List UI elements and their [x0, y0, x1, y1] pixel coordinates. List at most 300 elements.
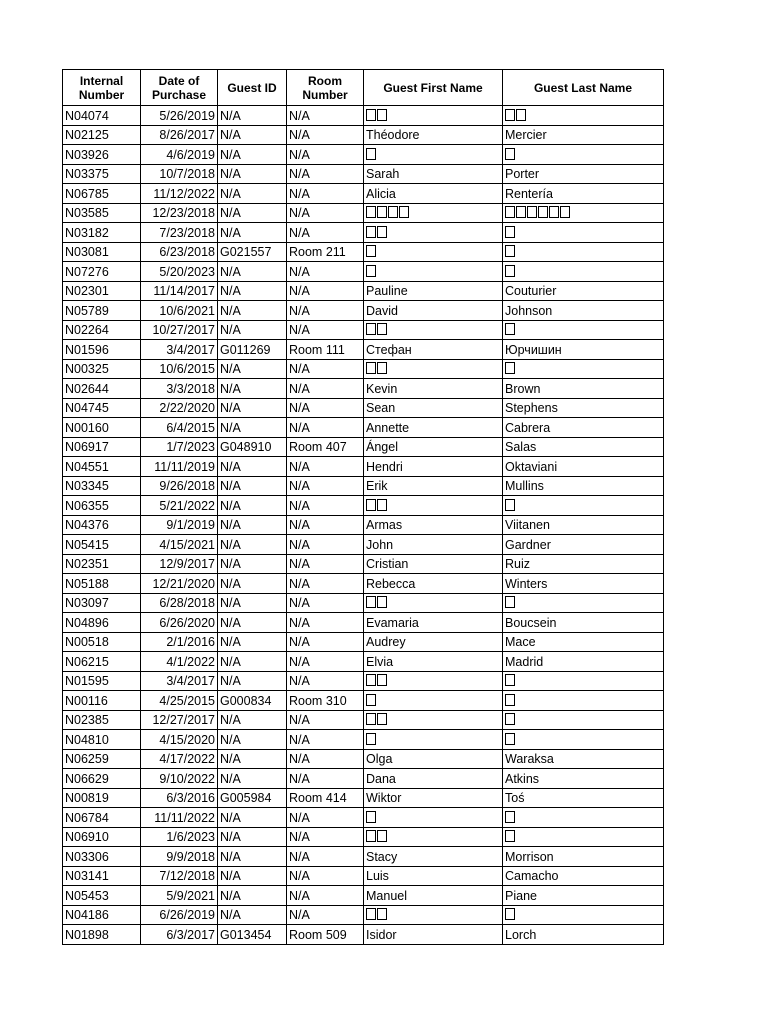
guest-first-name-cell[interactable]: [364, 262, 503, 282]
table-row: [63, 106, 664, 126]
guest-last-name-cell[interactable]: Winters: [503, 574, 664, 594]
room-number-cell[interactable]: N/A: [287, 301, 364, 321]
room-number-cell[interactable]: N/A: [287, 418, 364, 438]
guest-first-name-cell[interactable]: Cristian: [364, 554, 503, 574]
guest-id-cell[interactable]: N/A: [218, 145, 287, 165]
guest-id-cell[interactable]: N/A: [218, 457, 287, 477]
date-of-purchase-cell[interactable]: 5/9/2021: [141, 886, 218, 906]
guest-first-name-cell[interactable]: Luis: [364, 866, 503, 886]
guest-id-cell[interactable]: N/A: [218, 613, 287, 633]
internal-number-cell[interactable]: N04745: [63, 398, 141, 418]
table-row: [63, 671, 664, 691]
guest-last-name-cell[interactable]: Cabrera: [503, 418, 664, 438]
guest-last-name-cell[interactable]: Piane: [503, 886, 664, 906]
table-row: [63, 554, 664, 574]
guest-first-name-cell[interactable]: [364, 359, 503, 379]
guest-id-cell[interactable]: N/A: [218, 710, 287, 730]
date-of-purchase-cell[interactable]: 6/26/2020: [141, 613, 218, 633]
missing-glyph-box: [505, 362, 515, 374]
guest-last-name-cell[interactable]: Salas: [503, 437, 664, 457]
room-number-cell[interactable]: Room 111: [287, 340, 364, 360]
guest-id-cell[interactable]: G005984: [218, 788, 287, 808]
guest-id-cell[interactable]: N/A: [218, 301, 287, 321]
date-of-purchase-cell[interactable]: 12/21/2020: [141, 574, 218, 594]
guest-last-name-cell[interactable]: Boucsein: [503, 613, 664, 633]
room-number-cell[interactable]: N/A: [287, 320, 364, 340]
missing-glyph-box: [505, 596, 515, 608]
guest-id-cell[interactable]: N/A: [218, 554, 287, 574]
guest-first-name-cell[interactable]: Wiktor: [364, 788, 503, 808]
internal-number-cell[interactable]: N01596: [63, 340, 141, 360]
guest-last-name-cell[interactable]: Юрчишин: [503, 340, 664, 360]
room-number-cell[interactable]: N/A: [287, 886, 364, 906]
missing-glyph-box: [505, 830, 515, 842]
guest-id-cell[interactable]: N/A: [218, 652, 287, 672]
date-of-purchase-cell[interactable]: 7/12/2018: [141, 866, 218, 886]
internal-number-cell[interactable]: N02644: [63, 379, 141, 399]
guest-last-name-cell[interactable]: Waraksa: [503, 749, 664, 769]
guest-first-name-cell[interactable]: [364, 671, 503, 691]
table-row: [63, 710, 664, 730]
guest-first-name-cell[interactable]: Manuel: [364, 886, 503, 906]
internal-number-cell[interactable]: N06917: [63, 437, 141, 457]
internal-number-cell[interactable]: N02264: [63, 320, 141, 340]
date-of-purchase-cell[interactable]: 5/21/2022: [141, 496, 218, 516]
guest-id-cell[interactable]: G013454: [218, 925, 287, 945]
room-number-cell[interactable]: N/A: [287, 203, 364, 223]
internal-number-cell[interactable]: N03345: [63, 476, 141, 496]
guest-id-cell[interactable]: N/A: [218, 574, 287, 594]
date-of-purchase-cell[interactable]: 2/22/2020: [141, 398, 218, 418]
guest-last-name-cell[interactable]: [503, 496, 664, 516]
guest-last-name-cell[interactable]: Lorch: [503, 925, 664, 945]
guest-first-name-cell[interactable]: [364, 203, 503, 223]
guest-id-cell[interactable]: N/A: [218, 379, 287, 399]
internal-number-cell[interactable]: N04810: [63, 730, 141, 750]
date-of-purchase-cell[interactable]: 7/23/2018: [141, 223, 218, 243]
room-number-cell[interactable]: N/A: [287, 106, 364, 126]
guest-id-cell[interactable]: N/A: [218, 164, 287, 184]
guest-first-name-cell[interactable]: [364, 905, 503, 925]
internal-number-cell[interactable]: N05415: [63, 535, 141, 555]
guest-first-name-cell[interactable]: Annette: [364, 418, 503, 438]
missing-glyph-box: [377, 830, 387, 842]
internal-number-cell[interactable]: N00819: [63, 788, 141, 808]
date-of-purchase-cell[interactable]: 1/7/2023: [141, 437, 218, 457]
table-row: [63, 905, 664, 925]
guest-id-cell[interactable]: N/A: [218, 184, 287, 204]
missing-glyph-box: [505, 206, 515, 218]
guest-first-name-cell[interactable]: [364, 223, 503, 243]
guest-first-name-cell[interactable]: Kevin: [364, 379, 503, 399]
missing-glyph-box: [366, 694, 376, 706]
guest-first-name-cell[interactable]: Hendri: [364, 457, 503, 477]
room-number-cell[interactable]: N/A: [287, 496, 364, 516]
missing-glyph-box: [505, 733, 515, 745]
room-number-cell[interactable]: N/A: [287, 769, 364, 789]
guest-first-name-cell[interactable]: Elvia: [364, 652, 503, 672]
room-number-cell[interactable]: N/A: [287, 145, 364, 165]
guest-id-cell[interactable]: N/A: [218, 905, 287, 925]
missing-glyph-box: [377, 908, 387, 920]
date-of-purchase-cell[interactable]: 4/17/2022: [141, 749, 218, 769]
room-number-cell[interactable]: Room 211: [287, 242, 364, 262]
room-number-cell[interactable]: Room 509: [287, 925, 364, 945]
guest-last-name-cell[interactable]: [503, 262, 664, 282]
guest-id-cell[interactable]: N/A: [218, 515, 287, 535]
internal-number-cell[interactable]: N03097: [63, 593, 141, 613]
guest-last-name-cell[interactable]: [503, 359, 664, 379]
internal-number-cell[interactable]: N00160: [63, 418, 141, 438]
guest-last-name-cell[interactable]: Mercier: [503, 125, 664, 145]
guest-first-name-cell[interactable]: John: [364, 535, 503, 555]
room-number-cell[interactable]: N/A: [287, 379, 364, 399]
date-of-purchase-cell[interactable]: 6/3/2017: [141, 925, 218, 945]
internal-number-cell[interactable]: N00325: [63, 359, 141, 379]
internal-number-cell[interactable]: N00116: [63, 691, 141, 711]
guest-last-name-cell[interactable]: Toś: [503, 788, 664, 808]
internal-number-cell[interactable]: N00518: [63, 632, 141, 652]
guest-first-name-cell[interactable]: [364, 242, 503, 262]
date-of-purchase-cell[interactable]: 2/1/2016: [141, 632, 218, 652]
room-number-cell[interactable]: N/A: [287, 749, 364, 769]
table-row: [63, 437, 664, 457]
date-of-purchase-cell[interactable]: 11/11/2022: [141, 808, 218, 828]
guest-last-name-cell[interactable]: [503, 730, 664, 750]
date-of-purchase-cell[interactable]: 4/15/2021: [141, 535, 218, 555]
guest-id-cell[interactable]: N/A: [218, 281, 287, 301]
guest-last-name-cell[interactable]: Oktaviani: [503, 457, 664, 477]
room-number-cell[interactable]: N/A: [287, 808, 364, 828]
missing-glyph-box: [377, 109, 387, 121]
internal-number-cell[interactable]: N06784: [63, 808, 141, 828]
date-of-purchase-cell[interactable]: 6/28/2018: [141, 593, 218, 613]
missing-glyph-box: [505, 245, 515, 257]
guest-last-name-cell[interactable]: [503, 203, 664, 223]
guest-id-cell[interactable]: G048910: [218, 437, 287, 457]
date-of-purchase-cell[interactable]: 12/27/2017: [141, 710, 218, 730]
date-of-purchase-cell[interactable]: 12/9/2017: [141, 554, 218, 574]
internal-number-cell[interactable]: N02385: [63, 710, 141, 730]
internal-number-cell[interactable]: N04896: [63, 613, 141, 633]
table-row: [63, 652, 664, 672]
room-number-cell[interactable]: N/A: [287, 574, 364, 594]
guest-id-cell[interactable]: N/A: [218, 866, 287, 886]
internal-number-cell[interactable]: N03182: [63, 223, 141, 243]
guest-first-name-cell[interactable]: Ángel: [364, 437, 503, 457]
guest-id-cell[interactable]: N/A: [218, 808, 287, 828]
guest-last-name-cell[interactable]: Porter: [503, 164, 664, 184]
internal-number-cell[interactable]: N05188: [63, 574, 141, 594]
internal-number-cell[interactable]: N03375: [63, 164, 141, 184]
room-number-cell[interactable]: N/A: [287, 827, 364, 847]
room-number-cell[interactable]: N/A: [287, 730, 364, 750]
internal-number-cell[interactable]: N06259: [63, 749, 141, 769]
guest-first-name-cell[interactable]: [364, 691, 503, 711]
date-of-purchase-cell[interactable]: 4/15/2020: [141, 730, 218, 750]
guest-last-name-cell[interactable]: Mullins: [503, 476, 664, 496]
date-of-purchase-cell[interactable]: 3/4/2017: [141, 671, 218, 691]
date-of-purchase-cell[interactable]: 8/26/2017: [141, 125, 218, 145]
guest-first-name-cell[interactable]: Isidor: [364, 925, 503, 945]
date-of-purchase-cell[interactable]: 10/7/2018: [141, 164, 218, 184]
table-row: [63, 223, 664, 243]
guest-first-name-cell[interactable]: [364, 145, 503, 165]
internal-number-cell[interactable]: N07276: [63, 262, 141, 282]
guest-last-name-cell[interactable]: Rentería: [503, 184, 664, 204]
missing-glyph-box: [516, 206, 526, 218]
missing-glyph-box: [505, 226, 515, 238]
guest-id-cell[interactable]: N/A: [218, 418, 287, 438]
guest-first-name-cell[interactable]: Evamaria: [364, 613, 503, 633]
date-of-purchase-cell[interactable]: 6/3/2016: [141, 788, 218, 808]
table-row: [63, 788, 664, 808]
missing-glyph-box: [377, 323, 387, 335]
date-of-purchase-cell[interactable]: 10/27/2017: [141, 320, 218, 340]
guest-first-name-cell[interactable]: [364, 730, 503, 750]
guest-last-name-cell[interactable]: [503, 223, 664, 243]
guest-last-name-cell[interactable]: [503, 827, 664, 847]
room-number-cell[interactable]: N/A: [287, 613, 364, 633]
room-number-cell[interactable]: N/A: [287, 671, 364, 691]
date-of-purchase-cell[interactable]: 9/9/2018: [141, 847, 218, 867]
guest-first-name-cell[interactable]: Armas: [364, 515, 503, 535]
guest-id-cell[interactable]: N/A: [218, 223, 287, 243]
guest-last-name-cell[interactable]: Camacho: [503, 866, 664, 886]
guest-first-name-cell[interactable]: Alicia: [364, 184, 503, 204]
internal-number-cell[interactable]: N04376: [63, 515, 141, 535]
room-number-cell[interactable]: N/A: [287, 359, 364, 379]
table-row: [63, 359, 664, 379]
table-row: [63, 476, 664, 496]
guest-first-name-cell[interactable]: Audrey: [364, 632, 503, 652]
guest-first-name-cell[interactable]: Théodore: [364, 125, 503, 145]
internal-number-cell[interactable]: N03141: [63, 866, 141, 886]
guest-last-name-cell[interactable]: Stephens: [503, 398, 664, 418]
guest-last-name-cell[interactable]: [503, 710, 664, 730]
date-of-purchase-cell[interactable]: 1/6/2023: [141, 827, 218, 847]
guest-first-name-cell[interactable]: [364, 496, 503, 516]
internal-number-cell[interactable]: N02351: [63, 554, 141, 574]
date-of-purchase-cell[interactable]: 11/11/2019: [141, 457, 218, 477]
missing-glyph-box: [366, 206, 376, 218]
guest-first-name-cell[interactable]: Erik: [364, 476, 503, 496]
guest-id-cell[interactable]: N/A: [218, 262, 287, 282]
guest-last-name-cell[interactable]: [503, 242, 664, 262]
room-number-cell[interactable]: N/A: [287, 262, 364, 282]
guest-id-cell[interactable]: N/A: [218, 593, 287, 613]
guest-last-name-cell[interactable]: Couturier: [503, 281, 664, 301]
missing-glyph-box: [388, 206, 398, 218]
missing-glyph-box: [377, 226, 387, 238]
missing-glyph-box: [538, 206, 548, 218]
room-number-cell[interactable]: N/A: [287, 593, 364, 613]
guest-id-cell[interactable]: N/A: [218, 671, 287, 691]
internal-number-cell[interactable]: N02125: [63, 125, 141, 145]
internal-number-cell[interactable]: N06355: [63, 496, 141, 516]
guest-id-cell[interactable]: N/A: [218, 496, 287, 516]
room-number-cell[interactable]: N/A: [287, 710, 364, 730]
date-of-purchase-cell[interactable]: 3/3/2018: [141, 379, 218, 399]
table-row: [63, 281, 664, 301]
guest-last-name-cell[interactable]: Atkins: [503, 769, 664, 789]
guest-id-cell[interactable]: N/A: [218, 203, 287, 223]
guest-id-cell[interactable]: N/A: [218, 886, 287, 906]
guest-first-name-cell[interactable]: [364, 593, 503, 613]
internal-number-cell[interactable]: N05789: [63, 301, 141, 321]
room-number-cell[interactable]: N/A: [287, 476, 364, 496]
date-of-purchase-cell[interactable]: 6/26/2019: [141, 905, 218, 925]
room-number-cell[interactable]: N/A: [287, 457, 364, 477]
guest-first-name-cell[interactable]: Stacy: [364, 847, 503, 867]
internal-number-cell[interactable]: N01898: [63, 925, 141, 945]
guest-last-name-cell[interactable]: [503, 691, 664, 711]
internal-number-cell[interactable]: N02301: [63, 281, 141, 301]
guest-last-name-cell[interactable]: Viitanen: [503, 515, 664, 535]
guest-id-cell[interactable]: N/A: [218, 320, 287, 340]
guest-purchase-table: [62, 69, 664, 945]
column-header-room-number: Room Number: [287, 70, 364, 106]
date-of-purchase-cell[interactable]: 5/20/2023: [141, 262, 218, 282]
guest-last-name-cell[interactable]: [503, 671, 664, 691]
internal-number-cell[interactable]: N03081: [63, 242, 141, 262]
date-of-purchase-cell[interactable]: 10/6/2021: [141, 301, 218, 321]
room-number-cell[interactable]: N/A: [287, 184, 364, 204]
column-header-guest-id: Guest ID: [218, 70, 287, 106]
guest-last-name-cell[interactable]: Madrid: [503, 652, 664, 672]
internal-number-cell[interactable]: N01595: [63, 671, 141, 691]
guest-id-cell[interactable]: N/A: [218, 106, 287, 126]
room-number-cell[interactable]: N/A: [287, 535, 364, 555]
internal-number-cell[interactable]: N03306: [63, 847, 141, 867]
guest-first-name-cell[interactable]: [364, 808, 503, 828]
room-number-cell[interactable]: Room 407: [287, 437, 364, 457]
room-number-cell[interactable]: N/A: [287, 866, 364, 886]
guest-last-name-cell[interactable]: Gardner: [503, 535, 664, 555]
date-of-purchase-cell[interactable]: 3/4/2017: [141, 340, 218, 360]
guest-first-name-cell[interactable]: [364, 710, 503, 730]
room-number-cell[interactable]: N/A: [287, 164, 364, 184]
guest-id-cell[interactable]: N/A: [218, 827, 287, 847]
date-of-purchase-cell[interactable]: 12/23/2018: [141, 203, 218, 223]
guest-first-name-cell[interactable]: [364, 106, 503, 126]
guest-id-cell[interactable]: N/A: [218, 730, 287, 750]
room-number-cell[interactable]: N/A: [287, 554, 364, 574]
missing-glyph-box: [366, 109, 376, 121]
guest-last-name-cell[interactable]: [503, 593, 664, 613]
guest-id-cell[interactable]: N/A: [218, 476, 287, 496]
internal-number-cell[interactable]: N03585: [63, 203, 141, 223]
guest-id-cell[interactable]: G021557: [218, 242, 287, 262]
table-row: [63, 613, 664, 633]
header-row: [63, 70, 664, 106]
guest-id-cell[interactable]: N/A: [218, 749, 287, 769]
room-number-cell[interactable]: N/A: [287, 281, 364, 301]
guest-first-name-cell[interactable]: Стефан: [364, 340, 503, 360]
internal-number-cell[interactable]: N05453: [63, 886, 141, 906]
date-of-purchase-cell[interactable]: 11/14/2017: [141, 281, 218, 301]
table-row: [63, 379, 664, 399]
room-number-cell[interactable]: N/A: [287, 652, 364, 672]
guest-first-name-cell[interactable]: Dana: [364, 769, 503, 789]
room-number-cell[interactable]: Room 310: [287, 691, 364, 711]
date-of-purchase-cell[interactable]: 11/12/2022: [141, 184, 218, 204]
internal-number-cell[interactable]: N04186: [63, 905, 141, 925]
guest-id-cell[interactable]: N/A: [218, 359, 287, 379]
date-of-purchase-cell[interactable]: 4/25/2015: [141, 691, 218, 711]
date-of-purchase-cell[interactable]: 4/1/2022: [141, 652, 218, 672]
room-number-cell[interactable]: N/A: [287, 398, 364, 418]
room-number-cell[interactable]: N/A: [287, 905, 364, 925]
date-of-purchase-cell[interactable]: 6/23/2018: [141, 242, 218, 262]
guest-first-name-cell[interactable]: Pauline: [364, 281, 503, 301]
missing-glyph-box: [366, 323, 376, 335]
date-of-purchase-cell[interactable]: 9/26/2018: [141, 476, 218, 496]
guest-id-cell[interactable]: N/A: [218, 769, 287, 789]
table-row: [63, 145, 664, 165]
guest-id-cell[interactable]: G011269: [218, 340, 287, 360]
date-of-purchase-cell[interactable]: 4/6/2019: [141, 145, 218, 165]
guest-last-name-cell[interactable]: [503, 905, 664, 925]
guest-first-name-cell[interactable]: [364, 827, 503, 847]
internal-number-cell[interactable]: N06215: [63, 652, 141, 672]
room-number-cell[interactable]: N/A: [287, 223, 364, 243]
guest-first-name-cell[interactable]: Olga: [364, 749, 503, 769]
guest-last-name-cell[interactable]: Morrison: [503, 847, 664, 867]
missing-glyph-box: [366, 908, 376, 920]
guest-first-name-cell[interactable]: Rebecca: [364, 574, 503, 594]
guest-first-name-cell[interactable]: David: [364, 301, 503, 321]
guest-last-name-cell[interactable]: Ruiz: [503, 554, 664, 574]
guest-id-cell[interactable]: N/A: [218, 398, 287, 418]
missing-glyph-box: [505, 908, 515, 920]
guest-last-name-cell[interactable]: [503, 808, 664, 828]
missing-glyph-box: [377, 362, 387, 374]
guest-last-name-cell[interactable]: Mace: [503, 632, 664, 652]
guest-last-name-cell[interactable]: Brown: [503, 379, 664, 399]
guest-id-cell[interactable]: N/A: [218, 125, 287, 145]
table-row: [63, 574, 664, 594]
room-number-cell[interactable]: Room 414: [287, 788, 364, 808]
room-number-cell[interactable]: N/A: [287, 125, 364, 145]
guest-last-name-cell[interactable]: [503, 320, 664, 340]
internal-number-cell[interactable]: N06629: [63, 769, 141, 789]
date-of-purchase-cell[interactable]: 9/10/2022: [141, 769, 218, 789]
room-number-cell[interactable]: N/A: [287, 632, 364, 652]
guest-last-name-cell[interactable]: Johnson: [503, 301, 664, 321]
room-number-cell[interactable]: N/A: [287, 515, 364, 535]
guest-last-name-cell[interactable]: [503, 106, 664, 126]
internal-number-cell[interactable]: N03926: [63, 145, 141, 165]
guest-id-cell[interactable]: N/A: [218, 535, 287, 555]
internal-number-cell[interactable]: N06910: [63, 827, 141, 847]
date-of-purchase-cell[interactable]: 9/1/2019: [141, 515, 218, 535]
internal-number-cell[interactable]: N04074: [63, 106, 141, 126]
guest-first-name-cell[interactable]: [364, 320, 503, 340]
room-number-cell[interactable]: N/A: [287, 847, 364, 867]
date-of-purchase-cell[interactable]: 6/4/2015: [141, 418, 218, 438]
guest-last-name-cell[interactable]: [503, 145, 664, 165]
guest-id-cell[interactable]: N/A: [218, 632, 287, 652]
guest-id-cell[interactable]: N/A: [218, 847, 287, 867]
date-of-purchase-cell[interactable]: 5/26/2019: [141, 106, 218, 126]
date-of-purchase-cell[interactable]: 10/6/2015: [141, 359, 218, 379]
guest-first-name-cell[interactable]: Sarah: [364, 164, 503, 184]
guest-id-cell[interactable]: G000834: [218, 691, 287, 711]
internal-number-cell[interactable]: N04551: [63, 457, 141, 477]
guest-first-name-cell[interactable]: Sean: [364, 398, 503, 418]
internal-number-cell[interactable]: N06785: [63, 184, 141, 204]
